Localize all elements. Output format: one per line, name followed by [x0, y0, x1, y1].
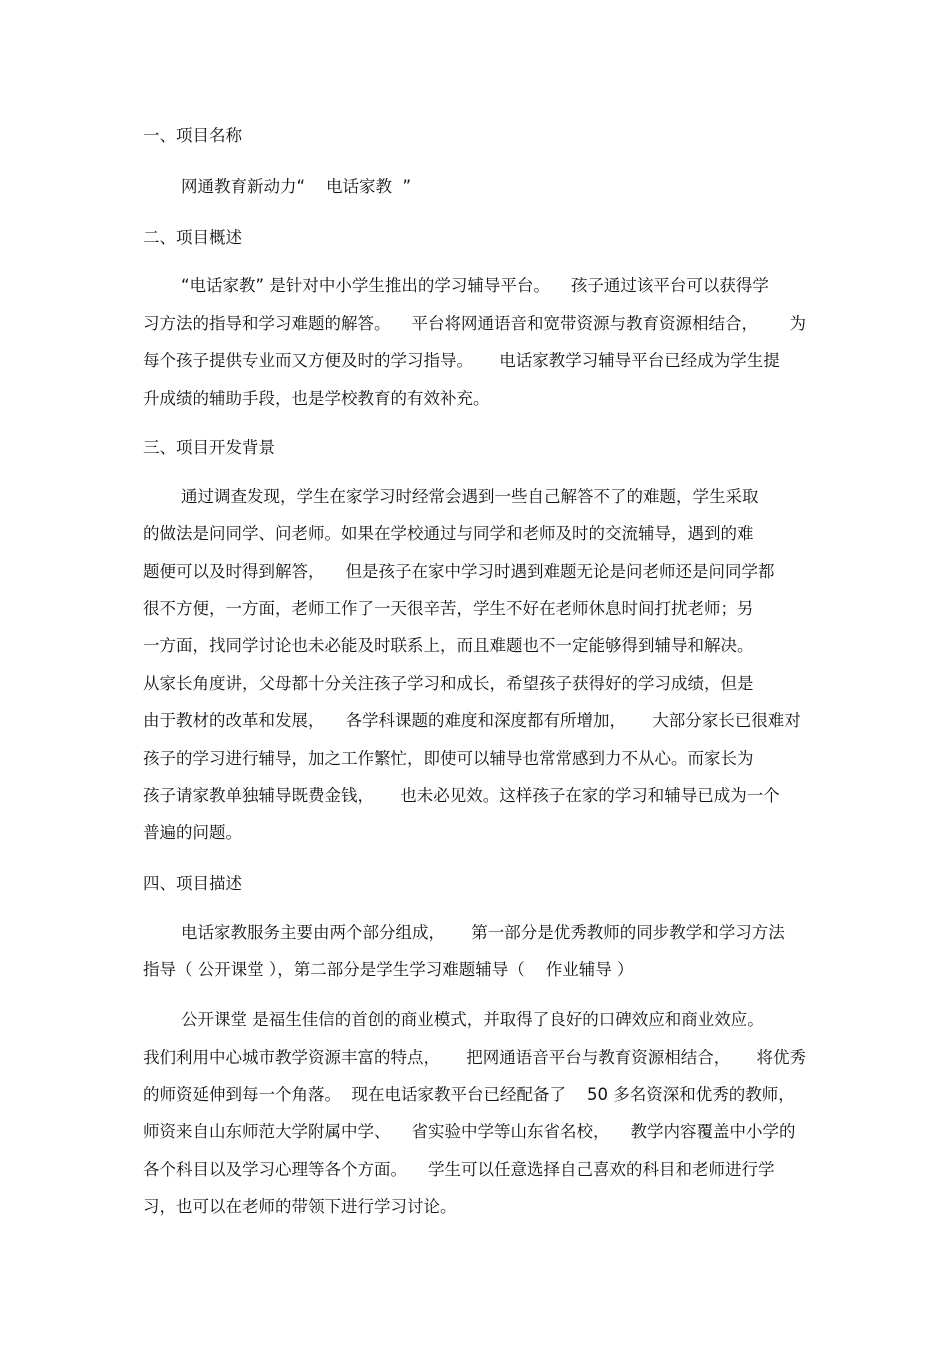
background-line-4: 很不方便，一方面，老师工作了一天很辛苦，学生不好在老师休息时间打扰老师；另 — [143, 599, 754, 618]
overview-line-1: “电话家教” 是针对中小学生推出的学习辅导平台。 孩子通过该平台可以获得学 — [181, 276, 769, 295]
background-line-3: 题便可以及时得到解答， 但是孩子在家中学习时遇到难题无论是问老师还是问同学都 — [143, 562, 775, 581]
background-line-9: 孩子请家教单独辅导既费金钱， 也未必见效。这样孩子在家的学习和辅导已成为一个 — [143, 786, 780, 805]
background-line-10: 普遍的问题。 — [143, 823, 242, 842]
background-line-7: 由于教材的改革和发展， 各学科课题的难度和深度都有所增加， 大部分家长已很难对 — [143, 711, 801, 730]
overview-line-2: 习方法的指导和学习难题的解答。 平台将网通语音和宽带资源与教育资源相结合， 为 — [143, 314, 806, 333]
open-class-line-4: 师资来自山东师范大学附属中学、 省实验中学等山东省名校， 教学内容覆盖中小学的 — [143, 1122, 796, 1141]
description-line-2: 指导（ 公开课堂 ），第二部分是学生学习难题辅导（ 作业辅导 ） — [143, 960, 634, 979]
background-line-8: 孩子的学习进行辅导，加之工作繁忙，即使可以辅导也常常感到力不从心。而家长为 — [143, 749, 754, 768]
open-class-line-3: 的师资延伸到每一个角落。 现在电话家教平台已经配备了 50 多名资深和优秀的教师， — [143, 1085, 795, 1104]
open-class-line-1: 公开课堂 是福生佳信的首创的商业模式，并取得了良好的口碑效应和商业效应。 — [181, 1010, 764, 1029]
section-heading-4: 四、项目描述 — [143, 874, 242, 893]
background-line-1: 通过调查发现，学生在家学习时经常会遇到一些自己解答不了的难题，学生采取 — [181, 487, 759, 506]
project-name-text: 网通教育新动力“ 电话家教 ” — [181, 177, 412, 196]
background-line-6: 从家长角度讲，父母都十分关注孩子学习和成长，希望孩子获得好的学习成绩，但是 — [143, 674, 754, 693]
open-class-line-6: 习，也可以在老师的带领下进行学习讨论。 — [143, 1197, 457, 1216]
overview-line-4: 升成绩的辅助手段，也是学校教育的有效补充。 — [143, 389, 490, 408]
section-heading-1: 一、项目名称 — [143, 126, 242, 145]
open-class-line-2: 我们利用中心城市教学资源丰富的特点， 把网通语音平台与教育资源相结合， 将优秀 — [143, 1048, 806, 1067]
section-heading-3: 三、项目开发背景 — [143, 438, 275, 457]
background-line-5: 一方面，找同学讨论也未必能及时联系上，而且难题也不一定能够得到辅导和解决。 — [143, 636, 754, 655]
overview-line-3: 每个孩子提供专业而又方便及时的学习指导。 电话家教学习辅导平台已经成为学生提 — [143, 351, 780, 370]
open-class-line-5: 各个科目以及学习心理等各个方面。 学生可以任意选择自己喜欢的科目和老师进行学 — [143, 1160, 775, 1179]
description-line-1: 电话家教服务主要由两个部分组成， 第一部分是优秀教师的同步教学和学习方法 — [181, 923, 785, 942]
background-line-2: 的做法是问同学、问老师。如果在学校通过与同学和老师及时的交流辅导，遇到的难 — [143, 524, 754, 543]
section-heading-2: 二、项目概述 — [143, 228, 242, 247]
